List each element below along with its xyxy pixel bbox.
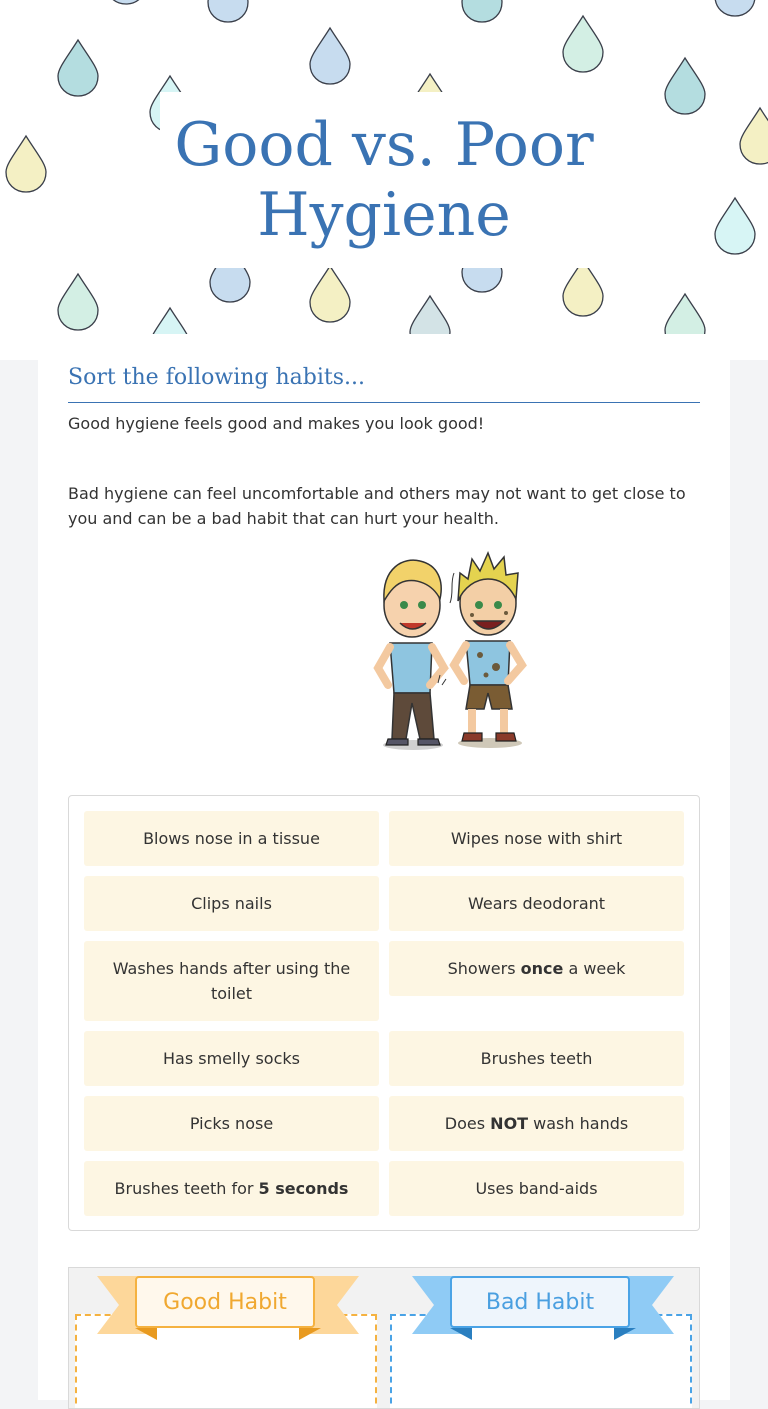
habit-card[interactable] (389, 811, 684, 866)
header-banner (0, 0, 768, 360)
two-boys-illustration (368, 543, 538, 753)
habit-label: Wipes nose with shirt (450, 829, 623, 848)
habit-label: Uses band-aids (475, 1179, 598, 1198)
bad-habit-label: Bad Habit (450, 1276, 630, 1328)
content-card (38, 360, 730, 1400)
habit-card[interactable] (84, 1031, 379, 1086)
habit-label: Washes hands after using the toilet (112, 959, 351, 1003)
section-heading: Sort the following habits... (68, 362, 700, 403)
habit-label: Blows nose in a tissue (143, 829, 320, 848)
habit-label: Wears deodorant (467, 894, 606, 913)
habit-card[interactable] (84, 1096, 379, 1151)
habit-label: Picks nose (189, 1114, 274, 1133)
habit-label: Brushes teeth for 5 seconds (114, 1179, 349, 1198)
habit-card[interactable] (84, 876, 379, 931)
habit-card[interactable] (84, 1161, 379, 1216)
clean-boy-figure (378, 560, 444, 750)
habit-card[interactable] (389, 1096, 684, 1151)
habit-sort-bank (68, 795, 700, 1231)
habit-label: Clips nails (191, 894, 272, 913)
intro-paragraph: Good hygiene feels good and makes you look good! (68, 414, 485, 433)
habit-card[interactable] (84, 941, 379, 1021)
habit-label: Does NOT wash hands (444, 1114, 629, 1133)
habit-card[interactable] (389, 941, 684, 996)
habit-card[interactable] (389, 1031, 684, 1086)
good-habit-label: Good Habit (135, 1276, 315, 1328)
habit-card[interactable] (84, 811, 379, 866)
habit-label: Has smelly socks (163, 1049, 300, 1068)
bad-hygiene-paragraph: Bad hygiene can feel uncomfortable and others may not want to get close to you and can be a bad habit that can hurt your health. (68, 484, 686, 528)
habit-label: Showers once a week (447, 959, 626, 978)
habit-card[interactable] (389, 1161, 684, 1216)
messy-boy-figure (438, 553, 522, 748)
habit-label: Brushes teeth (480, 1049, 593, 1068)
category-drop-area (68, 1267, 700, 1409)
habit-card[interactable] (389, 876, 684, 931)
page-title: Good vs. Poor Hygiene (174, 110, 594, 250)
